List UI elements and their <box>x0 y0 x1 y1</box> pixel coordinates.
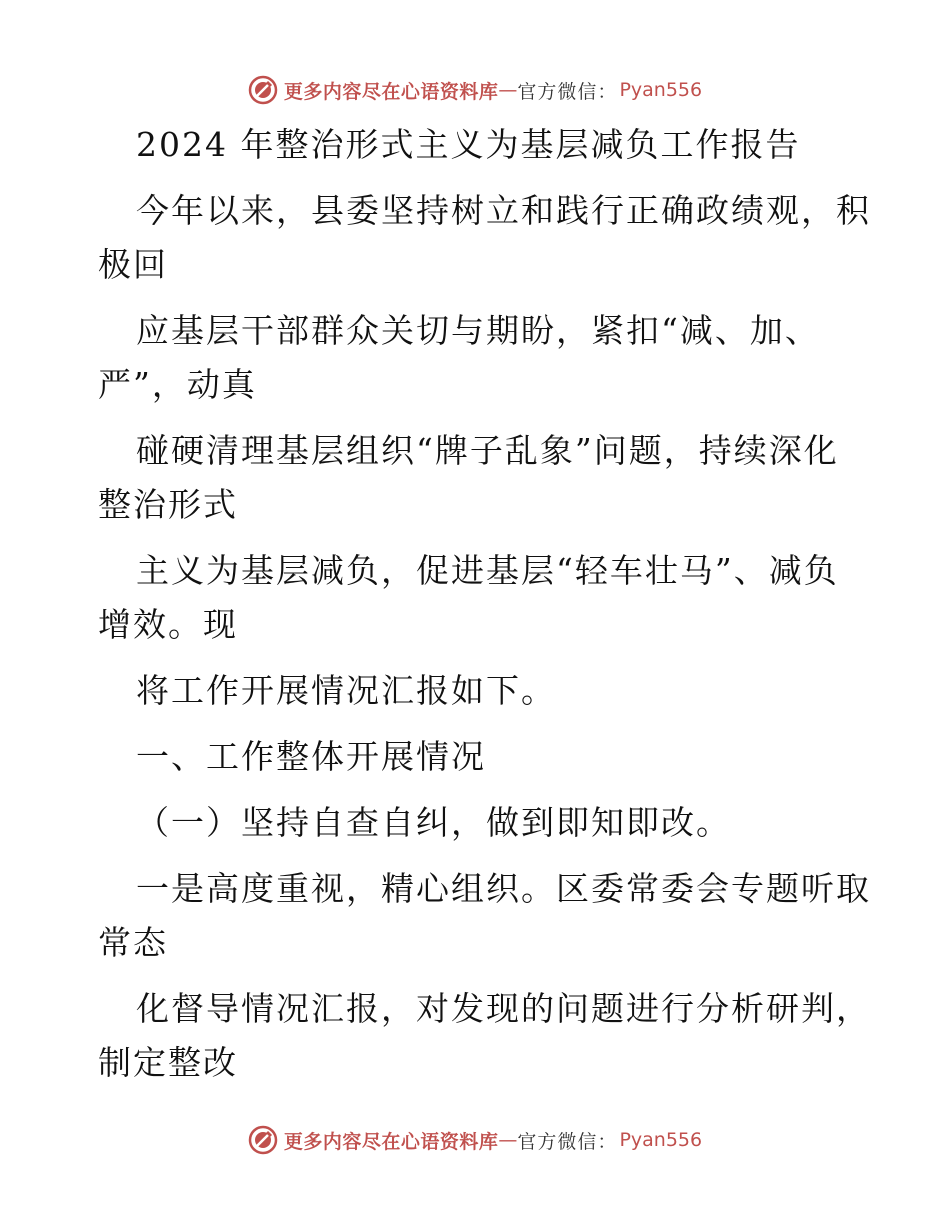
red-seal-logo-icon <box>248 1125 278 1155</box>
red-seal-logo-icon <box>248 75 278 105</box>
watermark-dash: — <box>498 79 518 101</box>
paragraph-line: 应基层干部群众关切与期盼，紧扣“减、加、 <box>136 311 820 350</box>
paragraph-line: 将工作开展情况汇报如下。 <box>136 671 556 710</box>
paragraph-line: 制定整改 <box>98 1043 238 1082</box>
paragraph-line: 整治形式 <box>98 485 238 524</box>
subsection-heading: （一）坚持自查自纠，做到即知即改。 <box>136 803 731 842</box>
footer-watermark <box>0 1120 950 1160</box>
watermark-wechat-id: Pyan556 <box>619 1129 703 1151</box>
section-heading: 一、工作整体开展情况 <box>136 737 486 776</box>
watermark-dash: — <box>498 1129 518 1151</box>
watermark-sub-text: 官方微信： <box>517 1130 618 1153</box>
document-body <box>98 118 871 1090</box>
watermark-sub-text: 官方微信： <box>517 80 618 103</box>
paragraph-line: 化督导情况汇报，对发现的问题进行分析研判， <box>136 989 871 1028</box>
paragraph-line: 常态 <box>98 923 168 962</box>
document-title: 2024 年整治形式主义为基层减负工作报告 <box>136 125 801 164</box>
paragraph-line: 增效。现 <box>98 605 238 644</box>
watermark-main-text: 更多内容尽在心语资料库 <box>283 1130 499 1153</box>
watermark-main-text: 更多内容尽在心语资料库 <box>283 80 499 103</box>
watermark-wechat-id: Pyan556 <box>619 79 703 101</box>
header-watermark <box>0 70 950 110</box>
paragraph-line: 极回 <box>98 245 168 284</box>
paragraph-line: 严”，动真 <box>98 365 257 404</box>
paragraph-line: 主义为基层减负，促进基层“轻车壮马”、减负 <box>136 551 839 590</box>
paragraph-line: 一是高度重视，精心组织。区委常委会专题听取 <box>136 869 871 908</box>
paragraph-line: 今年以来，县委坚持树立和践行正确政绩观，积 <box>136 191 871 230</box>
paragraph-line: 碰硬清理基层组织“牌子乱象”问题，持续深化 <box>136 431 839 470</box>
